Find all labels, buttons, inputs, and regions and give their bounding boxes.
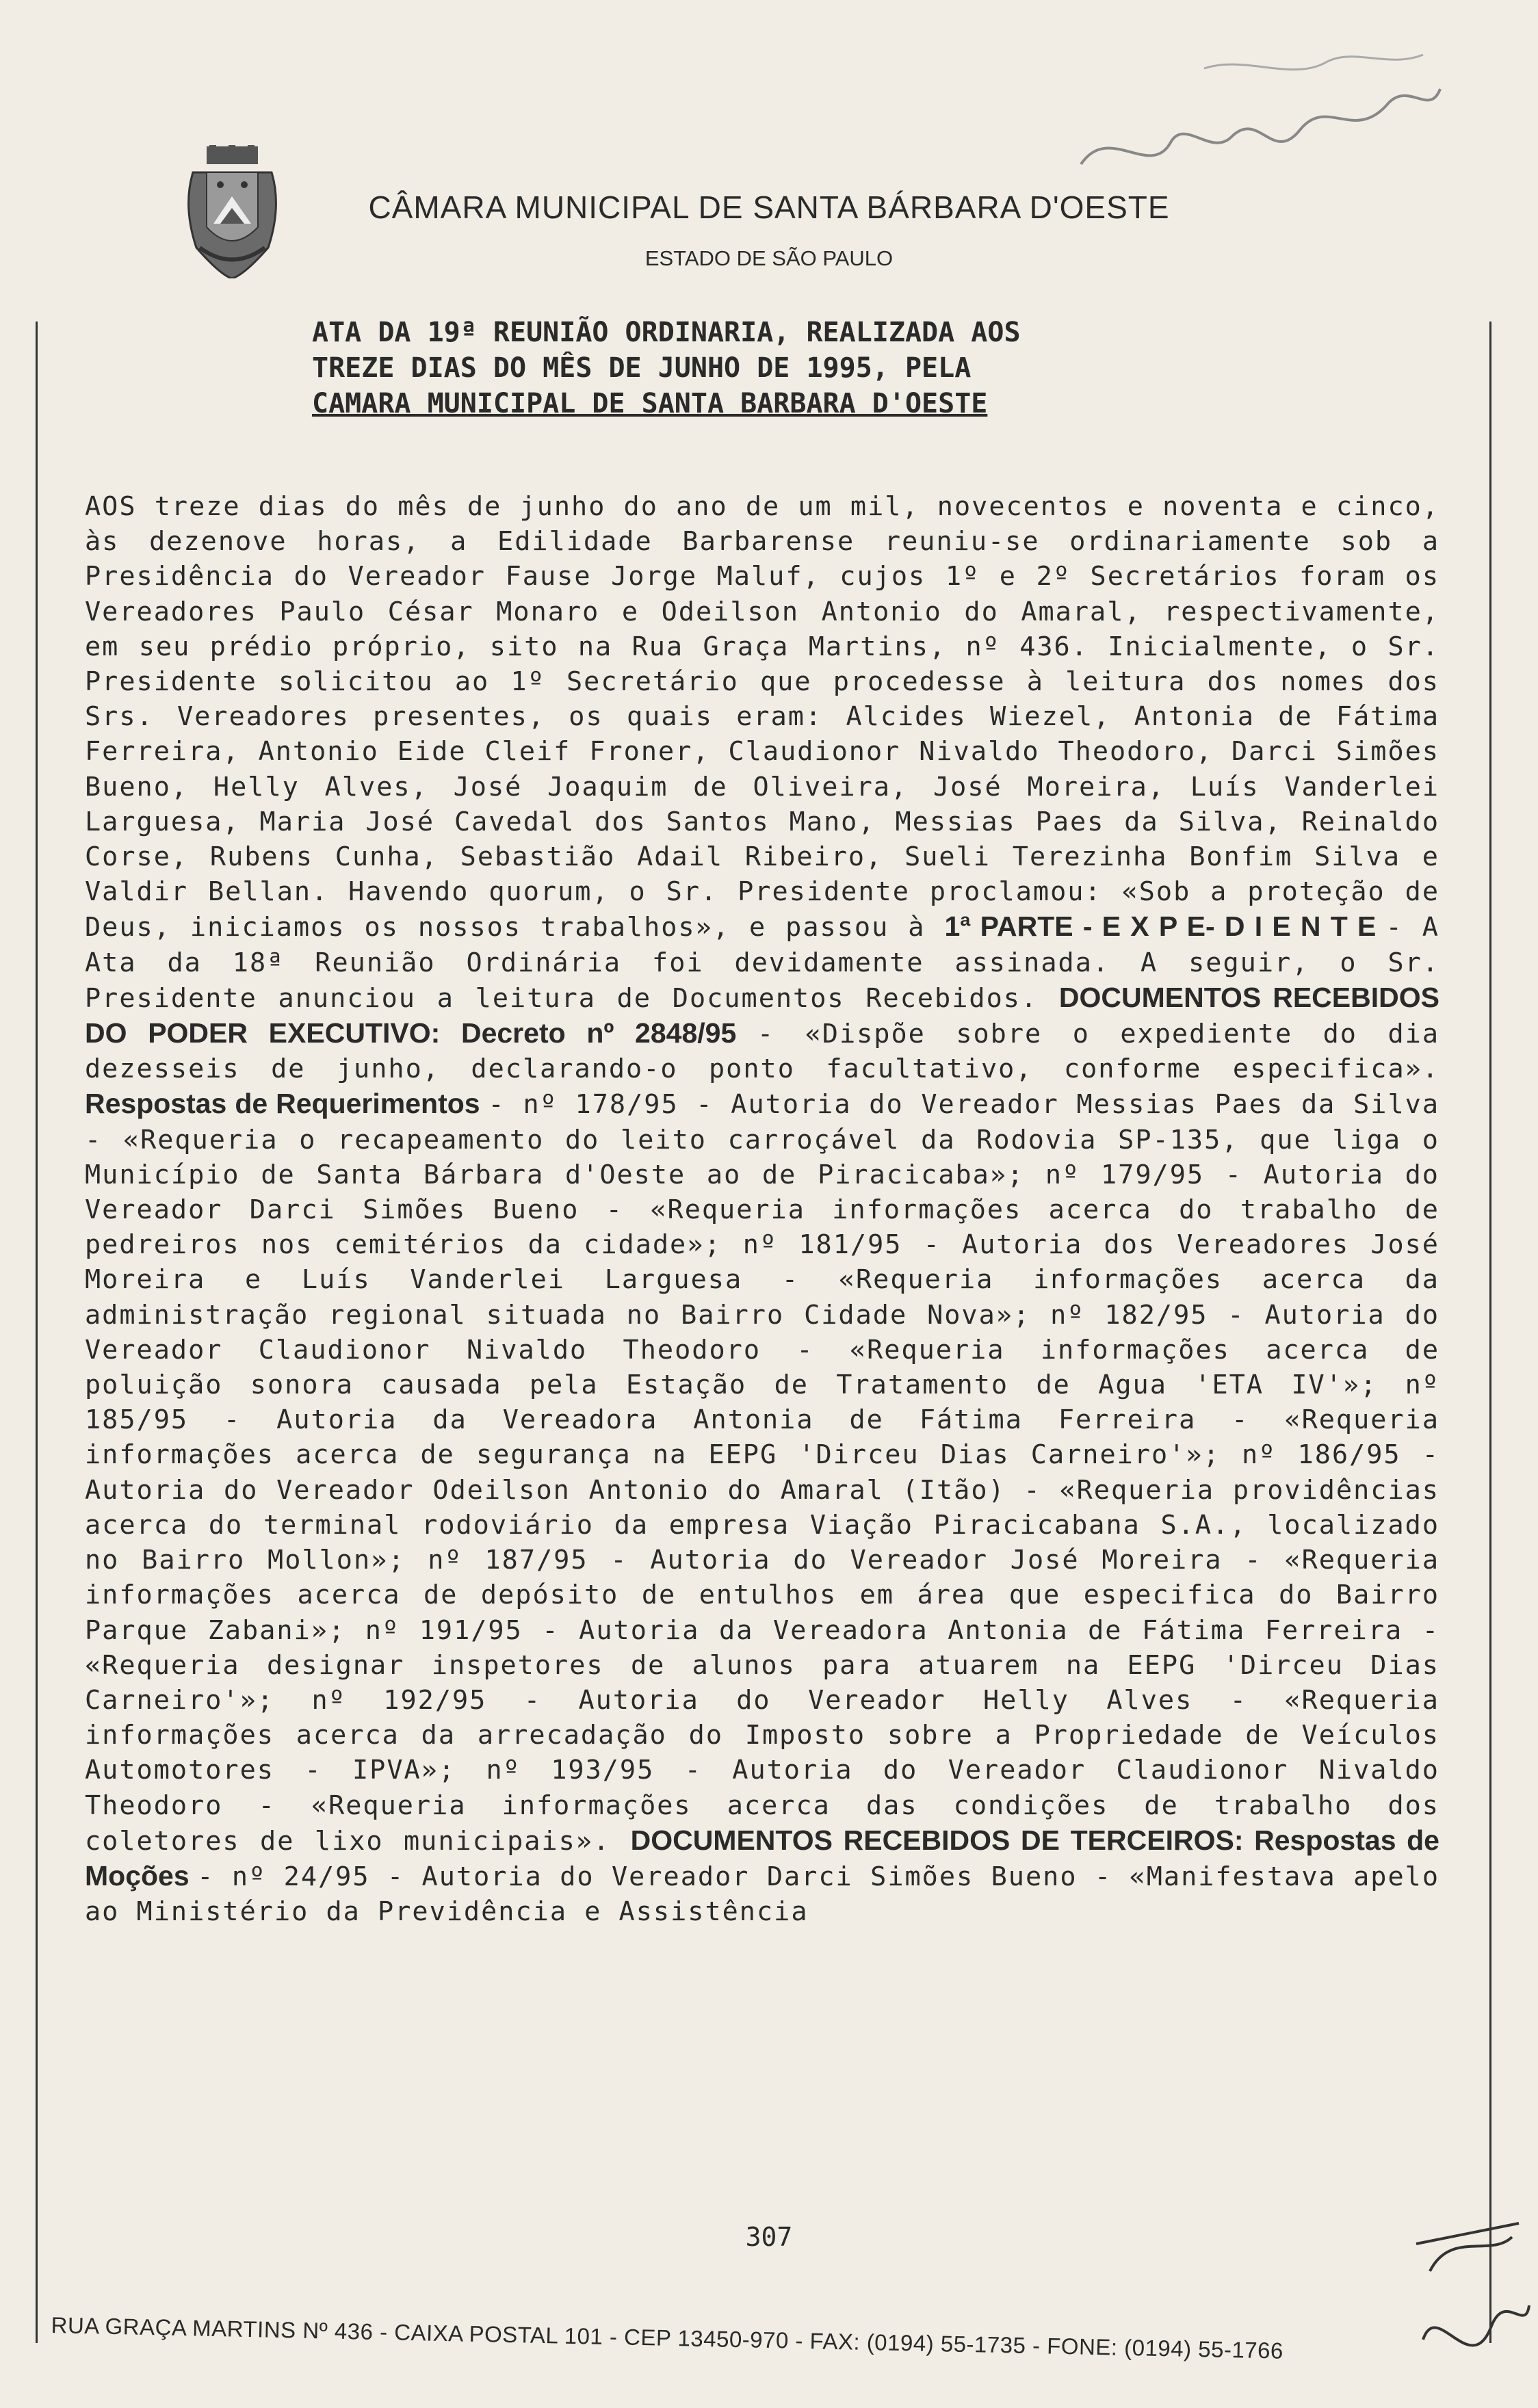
paragraph-mocoes: - nº 24/95 - Autoria do Vereador Darci Simões Bueno - «Manifestava apelo ao Ministério da Previdência e Assistência bbox=[85, 1861, 1439, 1928]
institution-name: CÂMARA MUNICIPAL DE SANTA BÁRBARA D'OESTE bbox=[368, 189, 1170, 225]
parte-label: 1ª PARTE - E X P E- D I E N T E bbox=[944, 911, 1386, 943]
docs-terceiros-label: DOCUMENTOS RECEBIDOS DE TERCEIROS: Respostas de Moções bbox=[85, 1824, 1439, 1892]
paragraph-decreto: - «Dispõe sobre o expediente do dia dezesseis de junho, declarando-o ponto facultativo, conforme especifica». bbox=[85, 1019, 1439, 1085]
footer-address: RUA GRAÇA MARTINS Nº 436 - CAIXA POSTAL 101 - CEP 13450-970 - FAX: (0194) 55-1735 - FONE: (0194) 55-1766 bbox=[51, 2312, 1284, 2364]
page-number: 307 bbox=[745, 2222, 793, 2252]
paragraph-requerimentos: - nº 178/95 - Autoria do Vereador Messias Paes da Silva - «Requeria o recapeamento do leito carroçável da Rodovia SP-135, que liga o Município de Santa Bárbara d'Oeste ao de Piracicaba»; nº 179/95 - Autoria do Vereador Darci Simões Bueno - «Requeria informações acerca do trabalho de pedreiros nos cemitérios da cidade»; nº 181/95 - Autoria dos Vereadores José Moreira e Luís Vanderlei Larguesa - «Requeria informações acerca da administração regional situada no Bairro Cidade Nova»; nº 182/95 - Autoria do Vereador Claudionor Nivaldo Theodoro - «Requeria informações acerca de poluição sonora causada pela Estação de Tratamento de Agua 'ETA IV'»; nº 185/95 - Autoria da Vereadora Antonia de Fátima Ferreira - «Requeria informações acerca de segurança na EEPG 'Dirceu Dias Carneiro'»; nº 186/95 - Autoria do Vereador Odeilson Antonio do Amaral (Itão) - «Requeria providências acerca do terminal rodoviário da empresa Viação Piracicabana S.A., localizado no Bairro Mollon»; nº 187/95 - Autoria do Vereador José Moreira - «Requeria informações acerca de depósito de entulhos em área que especifica do Bairro Parque Zabani»; nº 191/95 - Autoria da Vereadora Antonia de Fátima Ferreira - «Requeria designar inspetores de alunos para atuarem na EEPG 'Dirceu Dias Carneiro'»; nº 192/95 - Autoria do Vereador Helly Alves - «Requeria informações acerca da arrecadação do Imposto sobre a Propriedade de Veículos Automotores - IPVA»; nº 193/95 - Autoria do Vereador Claudionor Nivaldo Theodoro - «Requeria informações acerca das condições de trabalho dos coletores de lixo municipais». bbox=[85, 1089, 1439, 1857]
decreto-label: Decreto nº 2848/95 bbox=[460, 1017, 757, 1049]
paragraph-ata: - A Ata da 18ª Reunião Ordinária foi devidamente assinada. A seguir, o Sr. Presidente anunciou a leitura de Documentos Recebidos. bbox=[85, 912, 1439, 1014]
respostas-label: Respostas de Requerimentos bbox=[85, 1088, 488, 1120]
paragraph-opening: AOS treze dias do mês de junho do ano de um mil, novecentos e noventa e cinco, às dezenove horas, a Edilidade Barbarense reuniu-se ordinariamente sob a Presidência do Vereador Fause Jorge Maluf, cujos 1º e 2º Secretários foram os Vereadores Paulo César Monaro e Odeilson Antonio do Amaral, respectivamente, em seu prédio próprio, sito na Rua Graça Martins, nº 436. Inicialmente, o Sr. Presidente solicitou ao 1º Secretário que procedesse à leitura dos nomes dos Srs. Vereadores presentes, os quais eram: Alcides Wiezel, Antonia de Fátima Ferreira, Antonio Eide Cleif Froner, Claudionor Nivaldo Theodoro, Darci Simões Bueno, Helly Alves, José Joaquim de Oliveira, José Moreira, Luís Vanderlei Larguesa, Maria José Cavedal dos Santos Mano, Messias Paes da Silva, Reinaldo Corse, Rubens Cunha, Sebastião Adail Ribeiro, Sueli Terezinha Bonfim Silva e Valdir Bellan. Havendo quorum, o Sr. Presidente proclamou: «Sob a proteção de Deus, iniciamos os nossos trabalhos», e passou à bbox=[85, 491, 1439, 943]
handwritten-signature bbox=[1067, 41, 1450, 198]
minutes-body bbox=[85, 489, 1439, 1929]
title-line-2: TREZE DIAS DO MÊS DE JUNHO DE 1995, PELA bbox=[312, 352, 972, 384]
title-line-1: ATA DA 19ª REUNIÃO ORDINARIA, REALIZADA AOS bbox=[312, 317, 1021, 348]
document-title bbox=[312, 315, 1201, 421]
docs-executivo-label: DOCUMENTOS RECEBIDOS DO PODER EXECUTIVO: bbox=[85, 981, 1439, 1049]
state-name: ESTADO DE SÃO PAULO bbox=[644, 246, 894, 270]
title-line-3: CAMARA MUNICIPAL DE SANTA BARBARA D'OESTE bbox=[312, 388, 988, 419]
